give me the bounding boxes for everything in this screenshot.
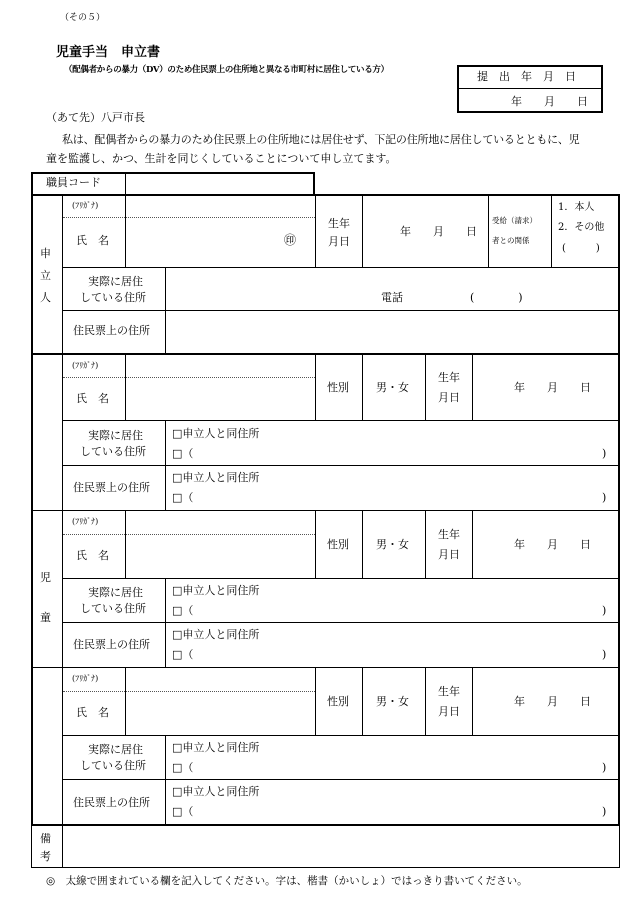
submission-label: 提 出 年 月 日 [477, 70, 576, 83]
child-birth-label-col [425, 667, 426, 735]
child-furigana-label: (ﾌﾘｶﾞﾅ) [72, 674, 99, 683]
remarks-input[interactable] [63, 827, 619, 867]
child-row-divider [63, 779, 619, 780]
child-birth-label-2: 月日 [438, 548, 460, 561]
child-name-label: 氏 名 [76, 706, 109, 719]
child-sex-label-col [315, 667, 316, 735]
applicant-furigana-input[interactable] [126, 196, 314, 216]
child-birth-date[interactable]: 年 月 日 [514, 538, 591, 551]
child-registered-other-checkbox[interactable]: □（ [172, 805, 194, 818]
submission-date[interactable]: 年 月 日 [511, 95, 588, 108]
child-actual-close-paren: ) [602, 447, 607, 460]
child-sex-col [362, 510, 363, 578]
form-title: 児童手当 申立書 [56, 45, 161, 60]
child-actual-addr-label-2: している住所 [80, 759, 146, 772]
child-registered-other-checkbox[interactable]: □（ [172, 648, 194, 661]
child-sex-label-col [315, 510, 316, 578]
applicant-name-label: 氏 名 [76, 234, 109, 247]
child-sex-label: 性別 [327, 381, 349, 394]
child-furigana-divider [63, 534, 315, 535]
child-address-col [165, 735, 166, 825]
relation-option-self[interactable]: 1．本人 [558, 202, 595, 213]
furigana-divider [63, 217, 315, 218]
child-sex-options[interactable]: 男・女 [376, 381, 409, 394]
applicant-birth-label-2: 月日 [328, 235, 350, 248]
child-block-divider [32, 510, 619, 511]
child-furigana-divider [63, 377, 315, 378]
applicant-actual-addr-label-1: 実際に居住 [88, 275, 143, 288]
child-actual-other-checkbox[interactable]: □（ [172, 604, 194, 617]
relation-label-2: 者との関係 [492, 236, 530, 245]
relation-other-paren[interactable]: ( ) [562, 243, 600, 254]
child-actual-other-checkbox[interactable]: □（ [172, 761, 194, 774]
child-actual-same-checkbox[interactable]: □申立人と同住所 [172, 427, 260, 440]
child-actual-addr-label-2: している住所 [80, 445, 146, 458]
statement-line-2: 童を監護し、かつ、生計を同じくしていることについて申し立てます。 [46, 152, 397, 165]
form-subtitle: （配偶者からの暴力（DV）のため住民票上の住所地と異なる市町村に居住している方） [64, 65, 389, 75]
relation-label-1: 受給（請求） [492, 216, 537, 225]
applicant-section-label: 申立人 [40, 247, 51, 304]
child-registered-close-paren: ) [602, 491, 607, 504]
child-birth-col [472, 667, 473, 735]
child-sex-options[interactable]: 男・女 [376, 538, 409, 551]
child-registered-same-checkbox[interactable]: □申立人と同住所 [172, 628, 260, 641]
child-registered-close-paren: ) [602, 648, 607, 661]
statement-line-1: 私は、配偶者からの暴力のため住民票上の住所地には居住せず、下記の住所地に居住しているとともに、児 [62, 133, 580, 146]
child-birth-col [472, 510, 473, 578]
child-birth-label-1: 生年 [438, 371, 460, 384]
child-row-divider [63, 578, 619, 579]
child-sex-label-col [315, 355, 316, 420]
child-furigana-input[interactable] [126, 511, 314, 533]
section-divider [31, 353, 620, 355]
child-block-divider [32, 667, 619, 668]
child-actual-same-checkbox[interactable]: □申立人と同住所 [172, 741, 260, 754]
phone-label: 電話 [381, 291, 403, 304]
applicant-birth-col [362, 195, 363, 267]
child-birth-date[interactable]: 年 月 日 [514, 381, 591, 394]
child-name-input[interactable] [126, 379, 314, 419]
child-actual-addr-label-1: 実際に居住 [88, 429, 143, 442]
child-row-divider [63, 420, 619, 421]
staff-code-label: 職員コード [46, 176, 101, 189]
child-name-input[interactable] [126, 536, 314, 577]
child-name-label: 氏 名 [76, 549, 109, 562]
child-actual-addr-label-2: している住所 [80, 602, 146, 615]
child-sex-col [362, 667, 363, 735]
child-registered-other-checkbox[interactable]: □（ [172, 491, 194, 504]
form-number: （その５） [60, 13, 106, 23]
child-row-divider [63, 465, 619, 466]
child-registered-same-checkbox[interactable]: □申立人と同住所 [172, 471, 260, 484]
child-sex-label: 性別 [327, 695, 349, 708]
applicant-name-input[interactable] [126, 219, 286, 265]
applicant-birth-label-1: 生年 [328, 217, 350, 230]
child-actual-same-checkbox[interactable]: □申立人と同住所 [172, 584, 260, 597]
child-furigana-label: (ﾌﾘｶﾞﾅ) [72, 517, 99, 526]
child-registered-addr-label: 住民票上の住所 [73, 796, 150, 809]
submission-divider [459, 88, 601, 89]
child-sex-label: 性別 [327, 538, 349, 551]
applicant-birth-date[interactable]: 年 月 日 [400, 225, 477, 238]
phone-input[interactable]: ( ) [470, 291, 523, 304]
addressee: （あて先）八戸市長 [46, 111, 145, 124]
applicant-furigana-label: (ﾌﾘｶﾞﾅ) [72, 201, 99, 210]
child-birth-label-col [425, 510, 426, 578]
child-registered-close-paren: ) [602, 805, 607, 818]
child-name-input[interactable] [126, 693, 314, 734]
child-birth-label-1: 生年 [438, 685, 460, 698]
child-birth-date[interactable]: 年 月 日 [514, 695, 591, 708]
child-furigana-divider [63, 691, 315, 692]
applicant-birth-label-col [315, 195, 316, 267]
relation-label-col [488, 195, 489, 267]
child-actual-addr-label-1: 実際に居住 [88, 586, 143, 599]
child-birth-col [472, 355, 473, 420]
child-furigana-input[interactable] [126, 668, 314, 690]
child-birth-label-col [425, 355, 426, 420]
applicant-actual-addr-label-2: している住所 [80, 291, 146, 304]
child-registered-addr-label: 住民票上の住所 [73, 638, 150, 651]
child-registered-same-checkbox[interactable]: □申立人と同住所 [172, 785, 260, 798]
child-actual-addr-label-1: 実際に居住 [88, 743, 143, 756]
child-actual-other-checkbox[interactable]: □（ [172, 447, 194, 460]
child-birth-label-1: 生年 [438, 528, 460, 541]
staff-code-divider [125, 173, 126, 194]
seal-mark: ㊞ [284, 233, 297, 247]
child-furigana-input[interactable] [126, 356, 314, 376]
child-birth-label-2: 月日 [438, 391, 460, 404]
children-section-label: 児童 [40, 571, 51, 624]
child-actual-close-paren: ) [602, 761, 607, 774]
child-sex-options[interactable]: 男・女 [376, 695, 409, 708]
child-name-label: 氏 名 [76, 392, 109, 405]
footer-note: ◎ 太線で囲まれている欄を記入してください。字は、楷書（かいしょ）ではっきり書いてください。 [46, 875, 528, 887]
relation-option-other[interactable]: 2．その他 [558, 222, 605, 233]
child-sex-col [362, 355, 363, 420]
relation-option-col [551, 195, 552, 267]
child-actual-close-paren: ) [602, 604, 607, 617]
remarks-label: 備考 [40, 832, 51, 863]
child-row-divider [63, 622, 619, 623]
applicant-registered-addr-label: 住民票上の住所 [73, 324, 150, 337]
child-registered-addr-label: 住民票上の住所 [73, 481, 150, 494]
applicant-registered-addr-input[interactable] [166, 311, 618, 353]
child-birth-label-2: 月日 [438, 705, 460, 718]
child-row-divider [63, 735, 619, 736]
child-furigana-label: (ﾌﾘｶﾞﾅ) [72, 361, 99, 370]
